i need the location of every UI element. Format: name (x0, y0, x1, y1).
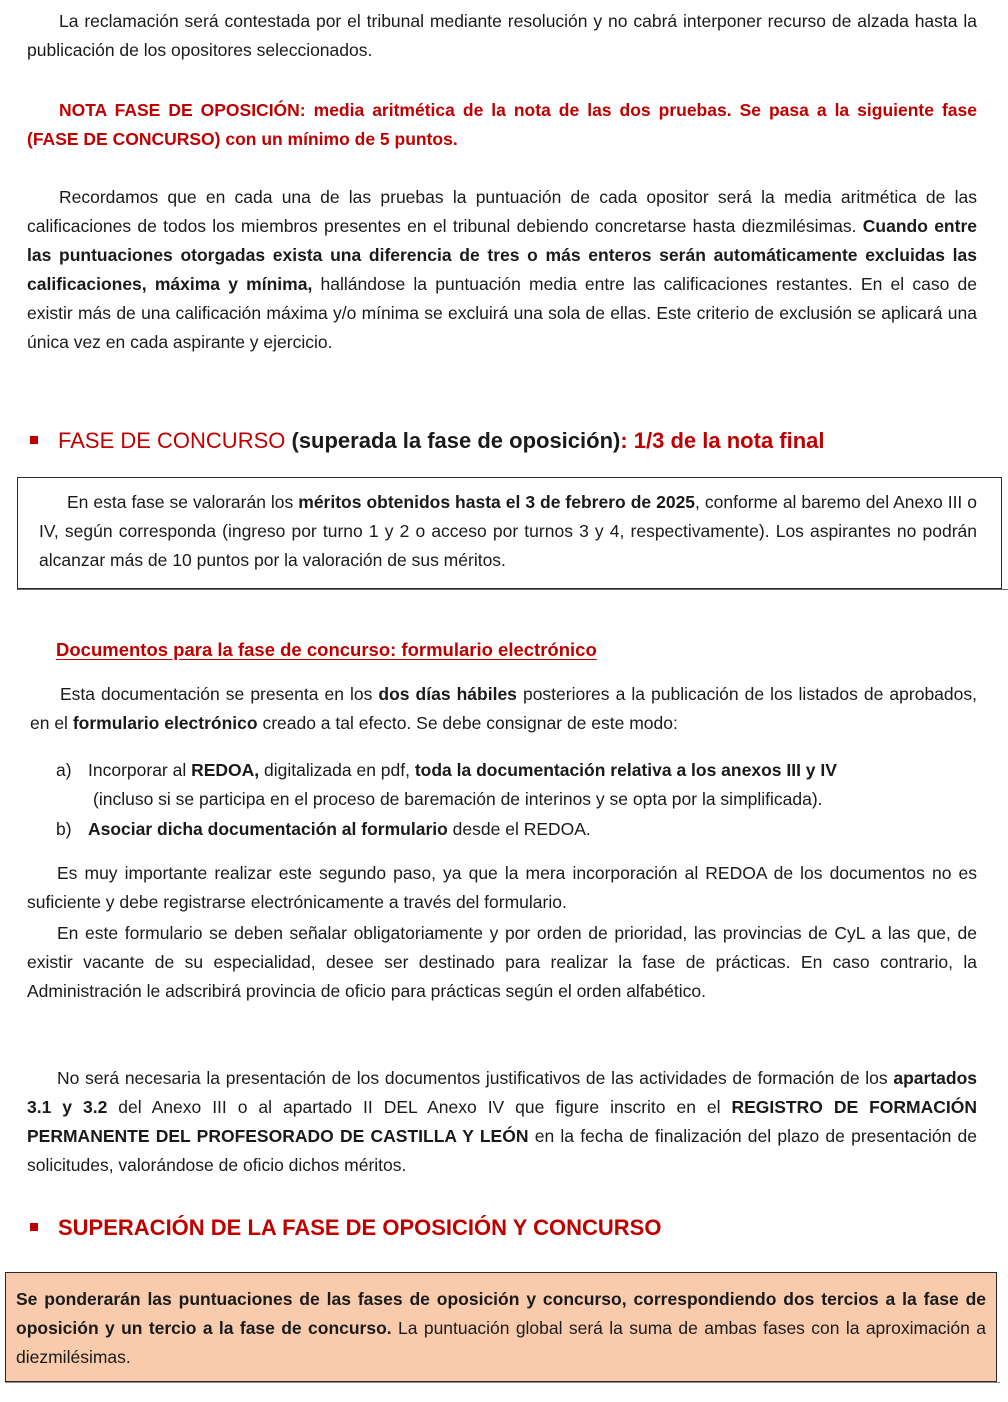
list-item (56, 756, 978, 816)
no-a: No será necesaria la presentación de los documentos justificativos de las actividades de formación de los (57, 1068, 894, 1088)
paragraph-ponderacion (16, 1285, 986, 1372)
list-marker: b) (56, 819, 72, 839)
doc-c: posteriores a la publicación de los listados de aprobados, en el (30, 684, 977, 733)
no-d: REGISTRO DE FORMACIÓN PERMANENTE DEL PROFESORADO DE CASTILLA Y LEÓN (27, 1097, 977, 1146)
paragraph-recordamos (27, 183, 977, 357)
heading-concurso-tail: : 1/3 de la nota final (620, 428, 825, 453)
meritos-bold: méritos obtenidos hasta el 3 de febrero de 2025 (298, 492, 696, 512)
no-e: en la fecha de finalización del plazo de presentación de solicitudes, valorándose de oficio dichos méritos. (27, 1126, 978, 1175)
divider-line (5, 1382, 1000, 1383)
doc-b: dos días hábiles (378, 684, 517, 704)
list-b-t1: Asociar dicha documentación al formulario (88, 819, 448, 839)
recordamos-intro: Recordamos que en cada una de las pruebas la puntuación de cada opositor será la media aritmética de las calificaciones de todos los miembros presentes en el tribunal debiendo concretarse hasta diezmilésimas. (27, 187, 977, 236)
list-a-t2: REDOA, (191, 760, 260, 780)
list-b-t2: desde el REDOA. (447, 819, 591, 839)
bullet-square-icon (30, 1223, 38, 1231)
paragraph-reclamacion: La reclamación será contestada por el tribunal mediante resolución y no cabrá interponer recurso de alzada hasta la publicación de los opositores seleccionados. (27, 11, 977, 60)
heading-superacion (30, 1213, 661, 1243)
paragraph-meritos (39, 488, 977, 575)
doc-d: formulario electrónico (72, 713, 258, 733)
list-a-t3: digitalizada en pdf, (259, 760, 415, 780)
ponderacion-rest: La puntuación global será la suma de ambas fases con la aproximación a diezmilésimas. (16, 1318, 986, 1367)
subheading-documentos: Documentos para la fase de concurso: formulario electrónico (56, 639, 597, 660)
list-marker: a) (56, 760, 72, 780)
doc-e: creado a tal efecto. Se debe consignar de este modo: (257, 713, 678, 733)
bullet-square-icon (30, 436, 38, 444)
no-c: del Anexo III o al apartado II DEL Anexo IV que figure inscrito en el (107, 1097, 732, 1117)
ponderacion-bold: Se ponderarán las puntuaciones de las fases de oposición y concurso, correspondiendo dos tercios a la fase de oposición y un tercio a la fase de concurso. (16, 1289, 986, 1338)
list-a-t1: Incorporar al (88, 760, 192, 780)
recordamos-bold: Cuando entre las puntuaciones otorgadas exista una diferencia de tres o más enteros serán automáticamente excluidas las calificaciones, máxima y mínima, (27, 216, 977, 294)
heading-superacion-text: SUPERACIÓN DE LA FASE DE OPOSICIÓN Y CONCURSO (58, 1215, 662, 1240)
meritos-intro: En esta fase se valorarán los (67, 492, 299, 512)
paragraph-no-necesaria (27, 1064, 977, 1180)
doc-a: Esta documentación se presenta en los (60, 684, 379, 704)
list-item-text (88, 756, 978, 814)
nota-text: media aritmética de la nota de las dos pruebas. Se pasa a la siguiente fase (FASE DE CONCURSO) con un mínimo de 5 puntos. (27, 100, 977, 149)
list-a-t5: (incluso si se participa en el proceso de baremación de interinos y se opta por la simplificada). (93, 789, 823, 809)
divider-line (17, 589, 1008, 590)
heading-concurso-black: (superada la fase de oposición) (285, 428, 621, 453)
meritos-rest: , conforme al baremo del Anexo III o IV, según corresponda (ingreso por turno 1 y 2 o acceso por turnos 3 y 4, respectivamente). Los aspirantes no podrán alcanzar más de 10 puntos por la valoración de sus méritos. (39, 492, 978, 570)
recordamos-rest: hallándose la puntuación media entre las calificaciones restantes. En el caso de existir más de una calificación máxima y/o mínima se excluirá una sola de ellas. Este criterio de exclusión se aplicará una única vez en cada aspirante y ejercicio. (27, 274, 977, 352)
heading-fase-concurso (30, 426, 825, 456)
paragraph-formulario: En este formulario se deben señalar obligatoriamente y por orden de prioridad, las provincias de CyL a las que, de existir vacante de su especialidad, desee ser destinado para realizar la fase de prácticas. En caso contrario, la Administración le adscribirá provincia de oficio para prácticas según el orden alfabético. (27, 923, 977, 1001)
paragraph-documentacion (30, 680, 977, 738)
nota-label: NOTA FASE DE OPOSICIÓN: (59, 100, 306, 120)
paragraph-nota-oposicion (27, 96, 977, 154)
no-b: apartados 3.1 y 3.2 (27, 1068, 977, 1117)
list-item (56, 815, 978, 845)
list-a-t4: toda la documentación relativa a los anexos III y IV (414, 760, 837, 780)
paragraph-importante: Es muy importante realizar este segundo paso, ya que la mera incorporación al REDOA de los documentos no es suficiente y debe registrarse electrónicamente a través del formulario. (27, 863, 977, 912)
list-item-text (88, 815, 978, 844)
heading-concurso-red: FASE DE CONCURSO (58, 428, 286, 453)
